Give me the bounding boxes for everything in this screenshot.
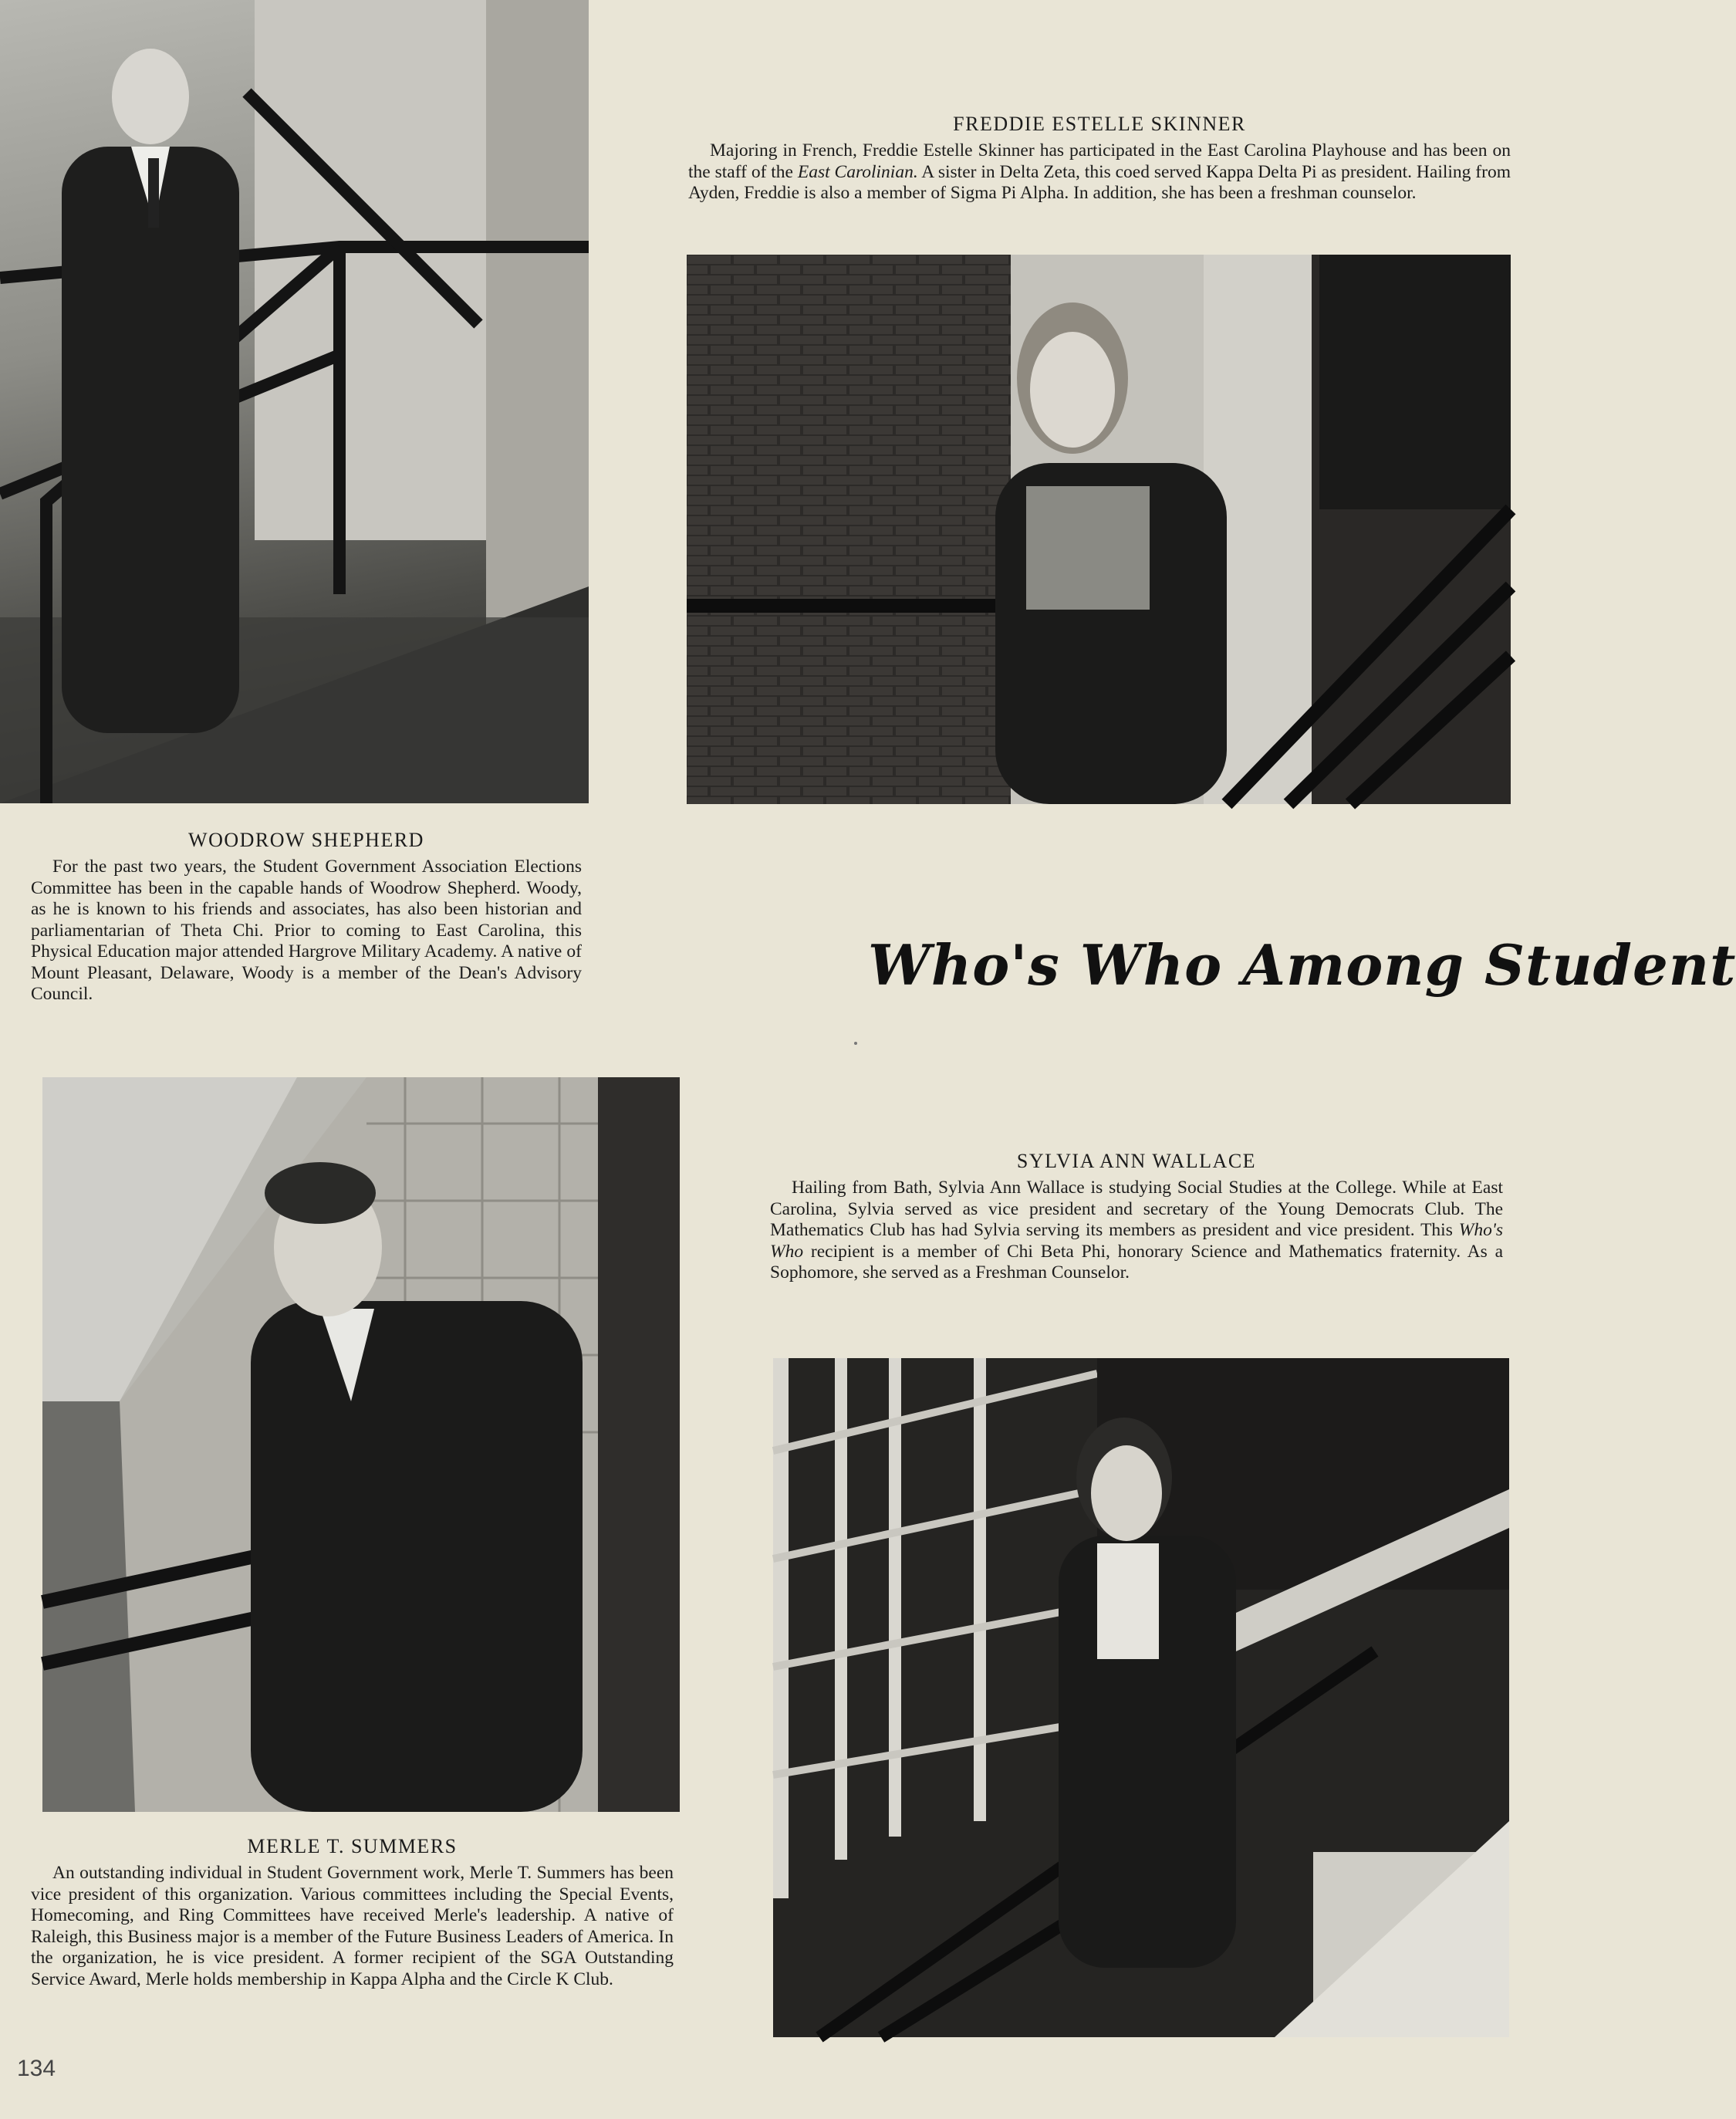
bio-italic: Who's Who xyxy=(770,1220,1503,1262)
bio-text: For the past two years, the Student Government Association Elections Committee has been in the capable hands of Woodrow Shepherd. Woody, as he is known to his friends and associates, has also been historian and parliamentarian of Theta Chi. Prior to coming to East Carolina, this Physical Education major attended Hargrove Military Academy. A native of Mount Pleasant, Delaware, Woody is a member of the Dean's Advisory Council. xyxy=(31,857,582,1004)
profile-name: FREDDIE ESTELLE SKINNER xyxy=(953,113,1246,135)
section-banner-whos-who: Who's Who Among Student xyxy=(868,932,1736,998)
portrait-summers-graphic xyxy=(42,1077,680,1812)
profile-name: SYLVIA ANN WALLACE xyxy=(1016,1150,1257,1172)
page-number: 134 xyxy=(17,2056,56,2081)
caption-freddie-skinner xyxy=(688,113,1511,204)
profile-name: WOODROW SHEPHERD xyxy=(188,829,424,851)
bio-text: An outstanding individual in Student Government work, Merle T. Summers has been vice president of this organization. Various committees including the Special Events, Homecoming, and Ring Committees have received Merle's leadership. A native of Raleigh, this Business major is a member of the Future Business Leaders of America. In the organization, he is vice president. A former recipient of the SGA Outstanding Service Award, Merle holds membership in Kappa Alpha and the Circle K Club. xyxy=(31,1863,674,1989)
caption-sylvia-wallace xyxy=(770,1150,1503,1284)
profile-bio xyxy=(770,1178,1503,1284)
photo-merle-summers xyxy=(42,1077,680,1812)
print-speck xyxy=(854,1042,857,1045)
portrait-wallace-graphic xyxy=(773,1358,1509,2037)
profile-bio xyxy=(31,1863,674,1990)
portrait-shepherd-graphic xyxy=(0,0,589,803)
profile-name: MERLE T. SUMMERS xyxy=(247,1835,458,1857)
bio-italic: East Carolinian. xyxy=(797,161,918,182)
bio-text: A sister in Delta Zeta, this coed served Kappa Delta Pi as president. Hailing from Ayden, Freddie is also a member of Sigma Pi Alpha. In addition, she has been a freshman counselor. xyxy=(688,161,1511,203)
profile-bio xyxy=(31,857,582,1005)
photo-sylvia-wallace xyxy=(773,1358,1509,2037)
portrait-skinner-graphic xyxy=(687,255,1511,804)
figure-shepherd xyxy=(62,49,239,733)
bio-text: recipient is a member of Chi Beta Phi, honorary Science and Mathematics fraternity. As a Sophomore, she served as a Freshman Counselor. xyxy=(770,1241,1503,1283)
caption-woodrow-shepherd xyxy=(31,829,582,1005)
photo-freddie-skinner xyxy=(687,255,1511,804)
photo-woodrow-shepherd xyxy=(0,0,589,803)
profile-bio xyxy=(688,140,1511,204)
bio-text: Hailing from Bath, Sylvia Ann Wallace is studying Social Studies at the College. While at East Carolina, Sylvia served as vice president and secretary of the Young Democrats Club. The Mathematics Club has had Sylvia serving its members as president and vice president. This xyxy=(770,1178,1503,1240)
bio-text: Majoring in French, Freddie Estelle Skinner has participated in the East Carolina Playhouse and has been on the staff of the xyxy=(688,140,1511,182)
caption-merle-summers xyxy=(31,1835,674,1990)
